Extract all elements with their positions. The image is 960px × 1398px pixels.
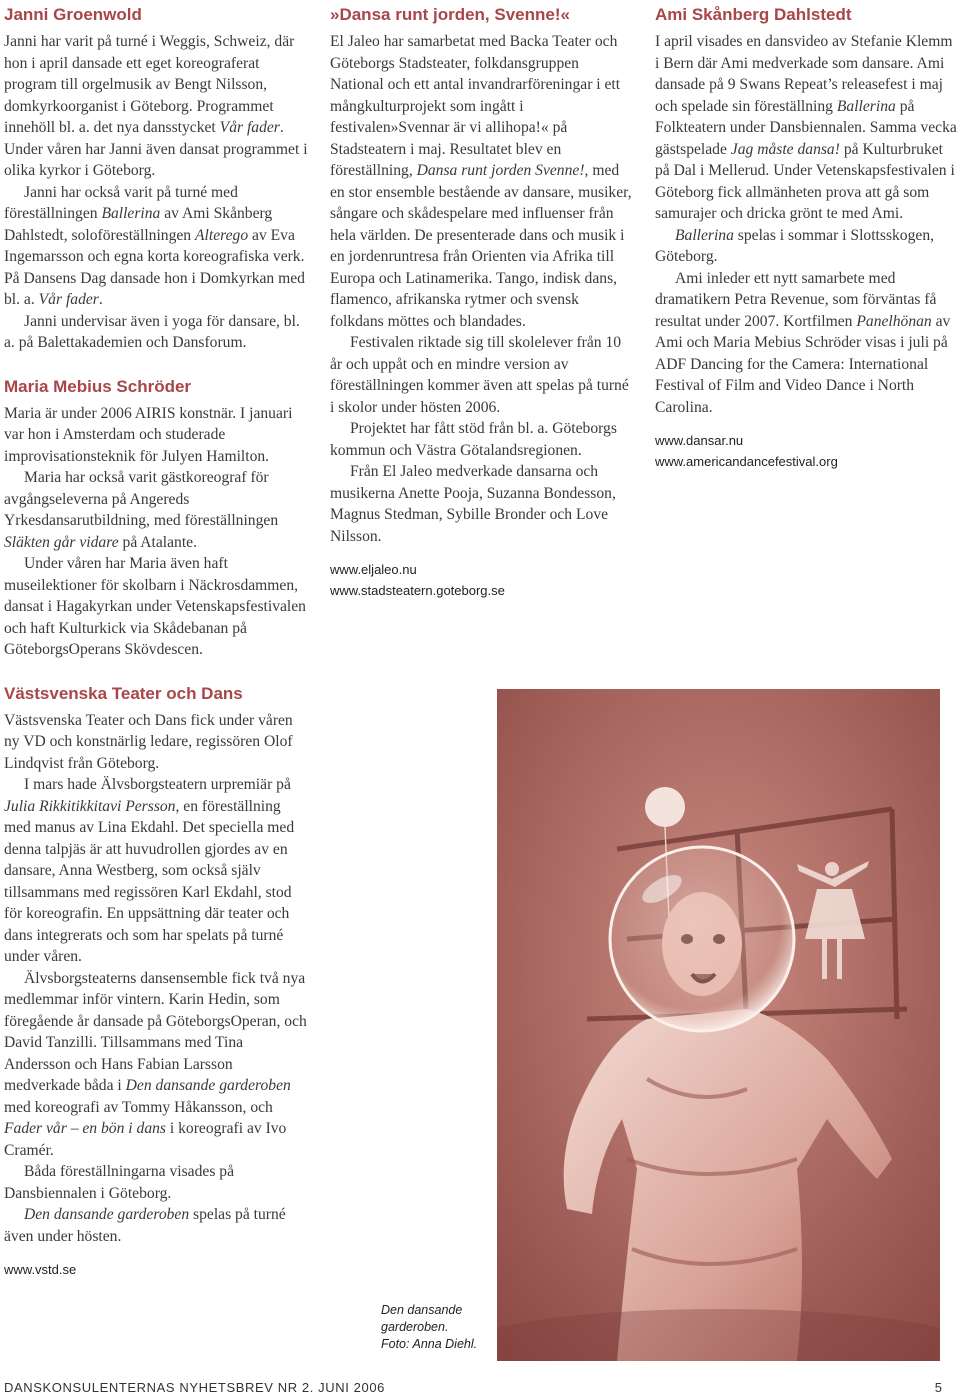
- paragraph: Janni undervisar även i yoga för dansare, bl. a. på Balettakademien och Dansforum.: [4, 312, 300, 351]
- paragraph: Den dansande garderoben spelas på turné även under hösten.: [4, 1206, 286, 1245]
- paragraph: I april visades en dansvideo av Stefanie Klemm i Bern där Ami medverkade som dansare. Ami dansade på 9 Swans Repeat’s releasefest i maj och spelade sin föreställning Ballerina på Folkteatern under Dansbiennalen. Samma vecka gästspelade Jag måste dansa! på Kulturbruket på Dal i Mellerud. Under Vetenskapsfestivalen i Göteborg fick allmänheten prova att gå som samurajer och dricka grönt te med Ami.: [655, 33, 957, 222]
- paragraph: Från El Jaleo medverkade dansarna och musikerna Anette Pooja, Suzanna Bondesson, Magnus Stedman, Sybille Bronder och Love Nilsson.: [330, 463, 616, 545]
- link-list: [4, 1259, 309, 1280]
- caption-line: Foto: Anna Diehl.: [381, 1337, 478, 1351]
- paragraph: Maria är under 2006 AIRIS konstnär. I januari var hon i Amsterdam och studerade improvisationsteknik för Julyen Hamilton.: [4, 404, 293, 465]
- paragraph: Båda föreställningarna visades på Dansbiennalen i Göteborg.: [4, 1163, 235, 1202]
- heading-ami-skanberg-dahlstedt: Ami Skånberg Dahlstedt: [655, 5, 852, 24]
- paragraph: Janni har också varit på turné med föreställningen Ballerina av Ami Skånberg Dahlstedt, soloföreställningen Alterego av Eva Ingemarsson och egna korta koreografiska verk. På Dansens Dag dansade hon i Domkyrkan med bl. a. Vår fader.: [4, 183, 305, 308]
- bubble-helmet: [610, 847, 794, 1031]
- moon-balloon: [645, 787, 685, 827]
- paragraph: Festivalen riktade sig till skolelever från 10 år och uppåt och en mindre version av föreställningen kommer även att spelas på turné i skolor under hösten 2006.: [330, 334, 629, 416]
- column-middle: [330, 4, 635, 601]
- heading-maria-mebius-schroder: Maria Mebius Schröder: [4, 376, 192, 396]
- link-eljaleo[interactable]: www.eljaleo.nu: [330, 562, 417, 577]
- paragraph: Maria har också varit gästkoreograf för avgångseleverna på Angereds Yrkesdansarutbildning, med föreställningen Släkten går vidare på Atalante.: [4, 469, 279, 551]
- footer-publication: DANSKONSULENTERNAS NYHETSBREV NR 2. JUNI 2006: [4, 1380, 385, 1395]
- photo-illustration: [497, 689, 940, 1361]
- paragraph: Ballerina spelas i sommar i Slottsskogen, Göteborg.: [655, 226, 935, 265]
- link-dansar[interactable]: www.dansar.nu: [655, 433, 744, 448]
- photo-caption: [381, 1302, 493, 1353]
- page-number: 5: [934, 1380, 942, 1395]
- caption-line: Den dansande: [381, 1303, 463, 1317]
- link-vstd[interactable]: www.vstd.se: [4, 1262, 77, 1277]
- link-list: [330, 559, 635, 601]
- heading-dansa-runt-jorden: »Dansa runt jorden, Svenne!«: [330, 5, 570, 24]
- paragraph: El Jaleo har samarbetat med Backa Teater och Göteborgs Stadsteater, folkdansgruppen National och ett antal invandrarföreningar i ett mångkulturprojekt som ingått i festivalen»Svennar är vi allihopa!« på Stadsteatern i maj. Resultatet blev en föreställning, Dansa runt jorden Svenne!, med en stor ensemble bestående av dansare, musiker, sångare och skådespelare med influenser från hela världen. De presenterade dans och musik i en jordenruntresa från Orienten via Afrika till Europa och Latinamerika. Tango, indisk dans, flamenco, afrikanska rytmer och svensk folkdans möttes och blandades.: [330, 33, 632, 330]
- paragraph: Projektet har fått stöd från bl. a. Göteborgs kommun och Västra Götalandsregionen.: [330, 420, 617, 459]
- paragraph: Älvsborgsteaterns dansensemble fick två nya medlemmar inför vintern. Karin Hedin, som föregående år dansade på GöteborgsOperan, och David Tanzilli. Tillsammans med Tina Andersson och Hans Fabian Larsson medverkade båda i Den dansande garderoben med koreografi av Tommy Håkansson, och Fader vår – en bön i dans i koreografi av Ivo Cramér.: [4, 969, 307, 1159]
- paragraph: Under våren har Maria även haft museilektioner för skolbarn i Näckrosdammen, dansat i Hagakyrkan under Vetenskapsfestivalen och haft Kulturkick via Skådebanan på GöteborgsOperans Skövdescen.: [4, 555, 306, 658]
- paragraph: Janni har varit på turné i Weggis, Schweiz, där hon i april dansade ett eget koreograferat program till orgelmusik av Bengt Nilsson, domkyrkoorganist i Göteborg. Programmet innehöll bl. a. det nya dansstycket Vår fader. Under våren har Janni även dansat programmet i olika kyrkor i Göteborg.: [4, 33, 308, 179]
- column-right: [655, 4, 957, 472]
- link-list: [655, 430, 957, 472]
- column-left: [4, 4, 309, 1280]
- paragraph: I mars hade Älvsborgsteatern urpremiär på Julia Rikkitikkitavi Persson, en föreställning med manus av Lina Ekdahl. Det speciella med denna talpjäs är att huvudrollen gjordes av en dansare, Anna Westberg, som också själv tillsammans med regissören Karl Ekdahl, stod för koreografin. En uppsättning där teater och dans integrerats och som har spelats på turné under våren.: [4, 776, 295, 965]
- paragraph: Ami inleder ett nytt samarbete med dramatikern Petra Revenue, som förväntas få resultat under 2007. Kortfilmen Panelhönan av Ami och Maria Mebius Schröder visas i juli på ADF Dancing for the Camera: International Festival of Film and Video Dance i North Carolina.: [655, 269, 951, 416]
- photo-dancer-spacesuit: [497, 689, 940, 1361]
- link-stadsteatern[interactable]: www.stadsteatern.goteborg.se: [330, 583, 505, 598]
- paragraph: Västsvenska Teater och Dans fick under våren ny VD och konstnärlig ledare, regissören Olof Lindqvist från Göteborg.: [4, 711, 293, 772]
- caption-line: garderoben.: [381, 1320, 449, 1334]
- heading-janni-groenwold: Janni Groenwold: [4, 5, 142, 24]
- link-americandancefestival[interactable]: www.americandancefestival.org: [655, 454, 838, 469]
- heading-vastsvenska-teater: Västsvenska Teater och Dans: [4, 683, 243, 703]
